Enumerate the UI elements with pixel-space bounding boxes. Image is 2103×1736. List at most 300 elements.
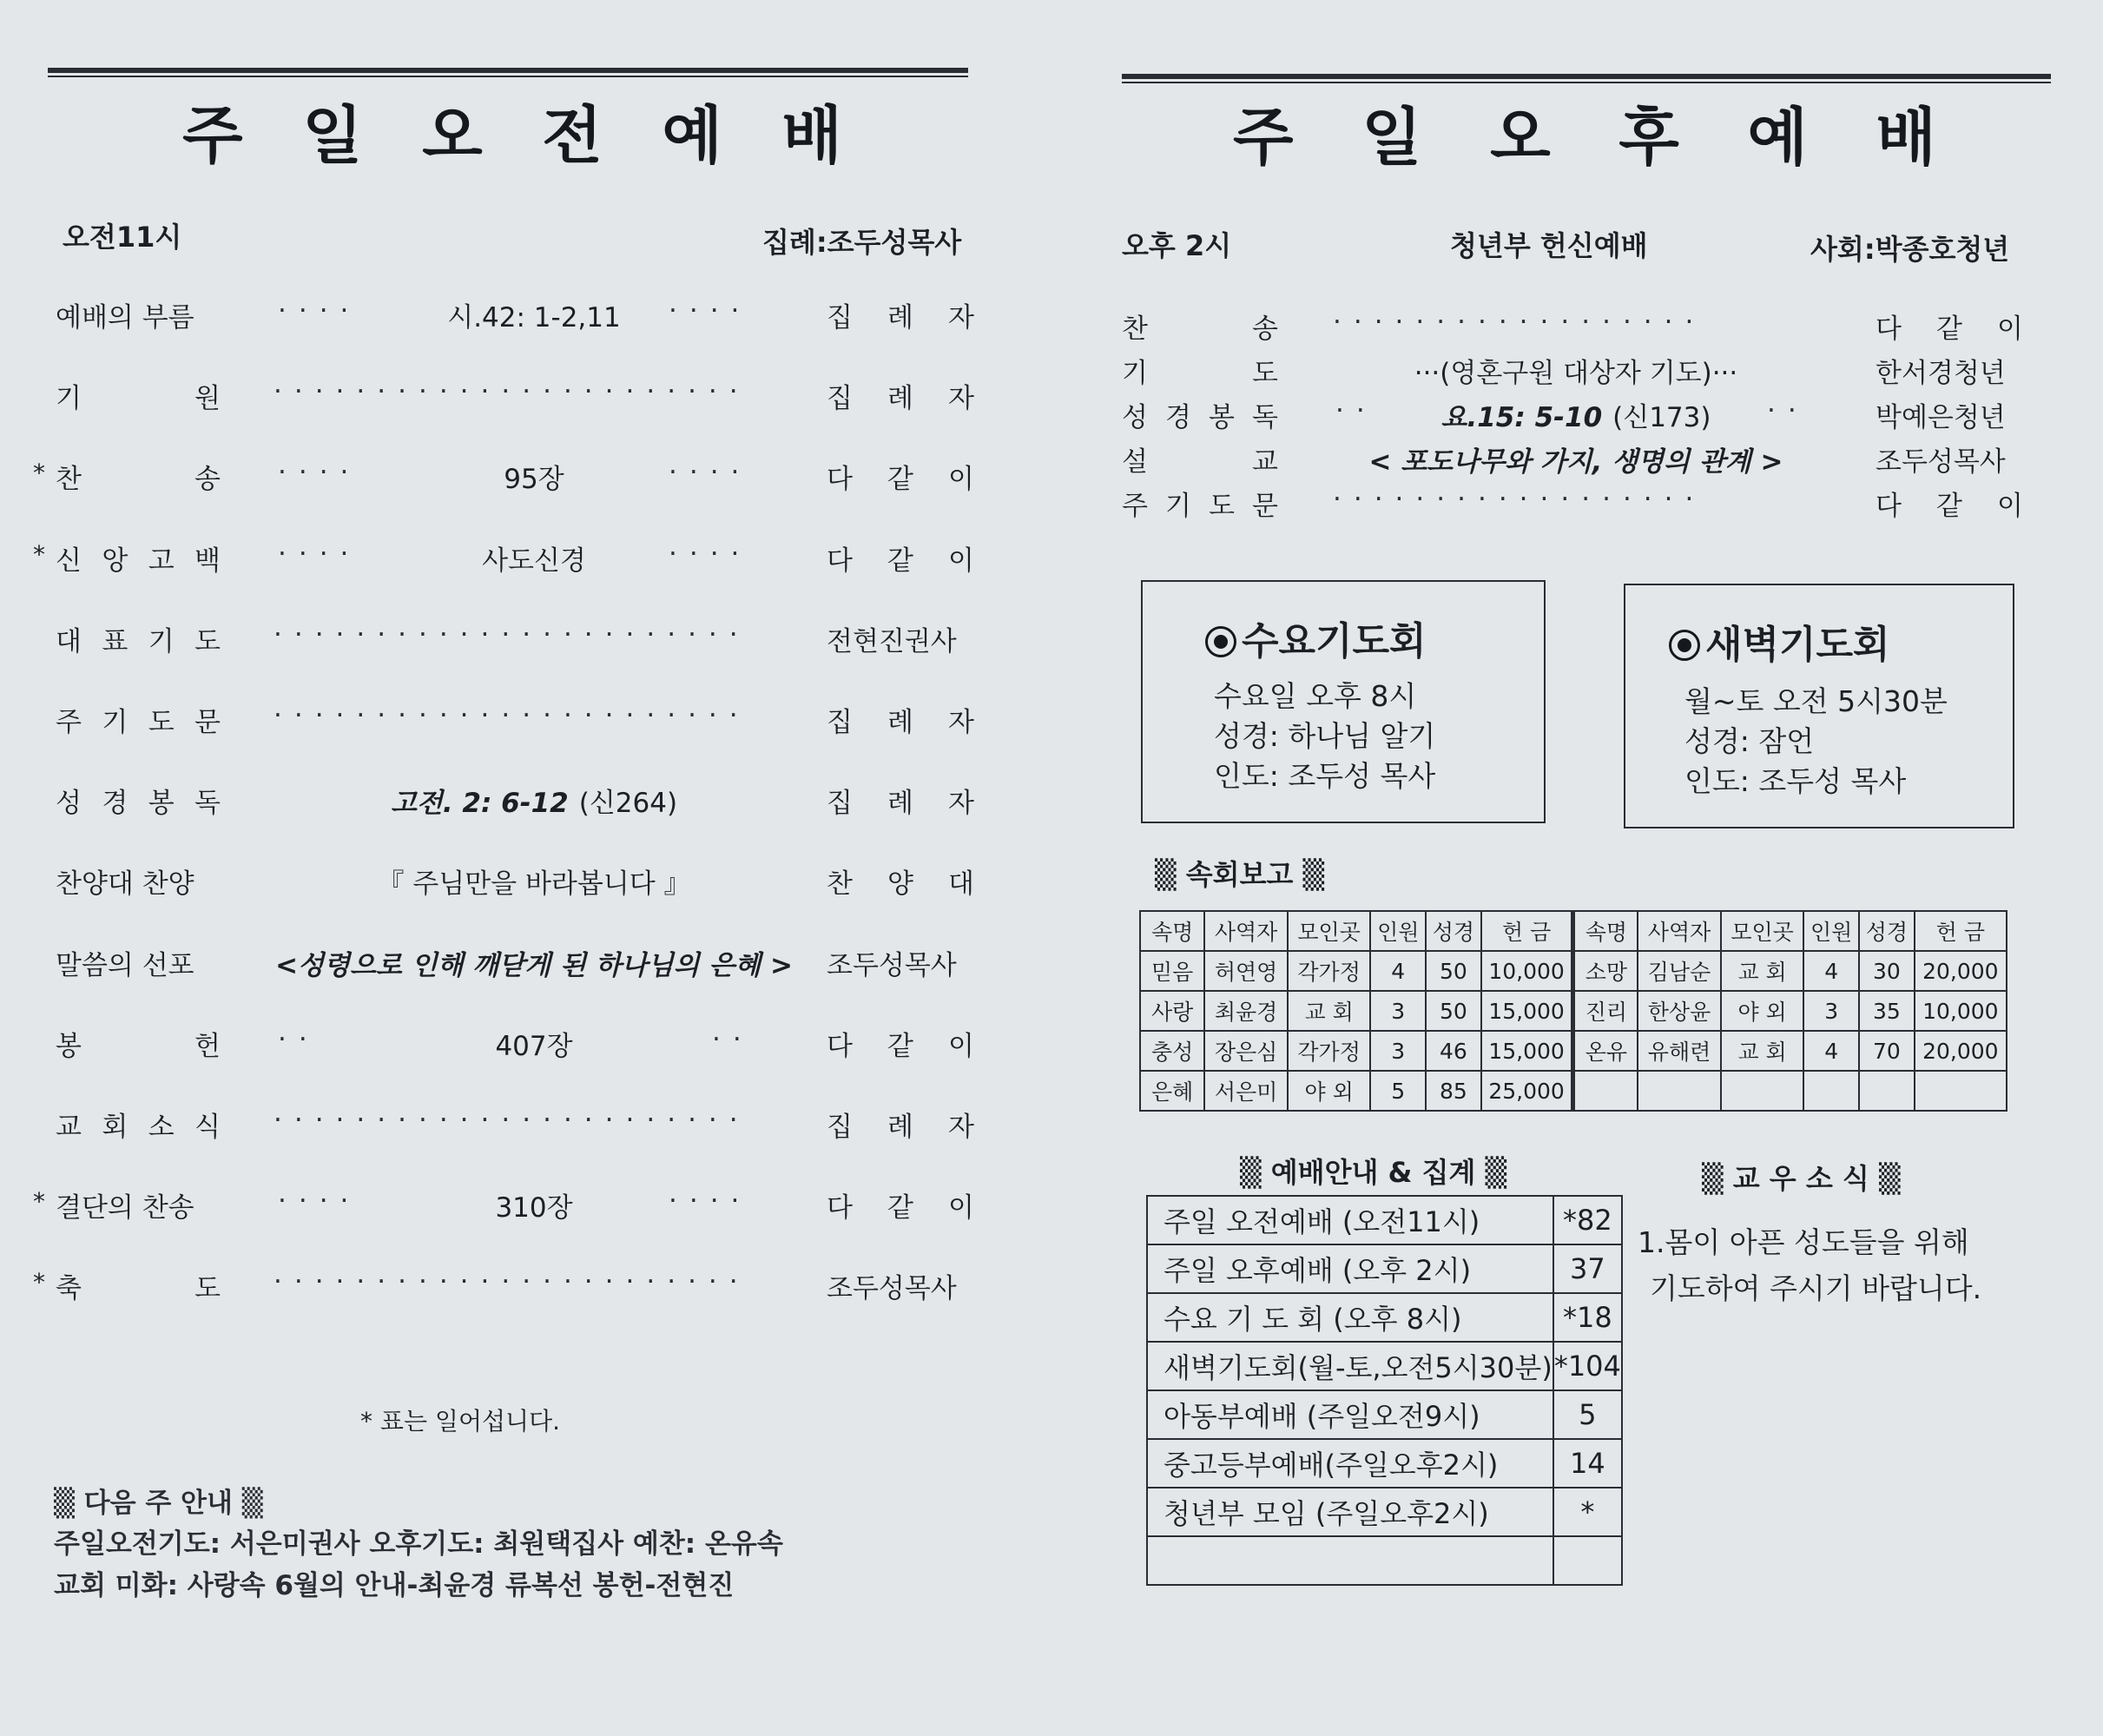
table-row xyxy=(1147,1196,1622,1244)
table-cell xyxy=(1721,1071,1804,1111)
order-label-part: 교 xyxy=(1252,446,1278,478)
wednesday-prayer-box xyxy=(1141,580,1546,823)
table-cell: 3 xyxy=(1370,1031,1426,1071)
order-label-part: 주 xyxy=(1122,491,1148,522)
column-header: 헌 금 xyxy=(1481,911,1573,951)
order-detail xyxy=(234,861,834,901)
morning-time: 오전11시 xyxy=(63,221,182,254)
order-leader-part: 찬 xyxy=(827,868,853,901)
order-row xyxy=(0,861,1025,905)
column-header: 사역자 xyxy=(1638,911,1721,951)
dawn-prayer-box xyxy=(1624,584,2014,828)
table-cell: 15,000 xyxy=(1481,1031,1573,1071)
order-detail-text: 『 주님만을 바라봅니다 』 xyxy=(377,868,691,901)
order-leader xyxy=(1876,484,2023,523)
table-row xyxy=(1147,1342,1622,1390)
order-leader-part: 같 xyxy=(1936,314,1962,345)
order-leader xyxy=(827,295,974,334)
order-leader xyxy=(827,1185,974,1224)
order-label-part: 봉 xyxy=(148,788,175,820)
title-char: 주 xyxy=(1233,101,1294,174)
order-row xyxy=(1094,351,2093,394)
order-label-part: 표 xyxy=(102,625,129,657)
order-leader-part: 조두성목사 xyxy=(1876,446,2006,478)
attendance-summary-table xyxy=(1146,1195,1623,1586)
service-name: 새벽기도회(월-토,오전5시30분) xyxy=(1147,1342,1553,1390)
required-stand-mark: * xyxy=(33,1268,45,1297)
order-label xyxy=(56,457,221,496)
order-label xyxy=(56,700,221,739)
order-leader-part: 한서경청년 xyxy=(1876,358,2006,389)
order-label xyxy=(56,295,194,334)
order-detail xyxy=(234,1024,834,1063)
leader-dots: ·················· xyxy=(1333,484,1706,515)
table-row xyxy=(1140,1071,2007,1111)
order-leader-part: 다 xyxy=(827,545,853,577)
order-detail-text: 고전. 2: 6-12 xyxy=(390,788,569,820)
order-leader-part: 이 xyxy=(948,464,974,496)
order-leader xyxy=(1876,439,2006,479)
order-leader-part: 다 xyxy=(827,464,853,496)
table-cell: 야 외 xyxy=(1288,1071,1371,1111)
service-name: 중고등부예배(주일오후2시) xyxy=(1147,1439,1553,1488)
table-cell: 4 xyxy=(1803,951,1859,991)
order-leader xyxy=(1876,395,2006,434)
order-label-part: 고 xyxy=(148,545,175,577)
order-label-part: 소 xyxy=(148,1112,175,1143)
column-header: 인원 xyxy=(1370,911,1426,951)
order-detail-text: 요.15: 5-10 xyxy=(1440,402,1603,433)
dawn-line: 성경: 잠언 xyxy=(1684,724,1815,758)
afternoon-service-panel xyxy=(1094,0,2093,1736)
table-cell: 소망 xyxy=(1573,951,1638,991)
next-week-line-2: 교회 미화: 사랑속 6월의 안내-최윤경 류복선 봉헌-전현진 xyxy=(54,1570,735,1601)
table-row xyxy=(1147,1536,1622,1585)
order-leader xyxy=(827,1266,957,1305)
news-line-2: 기도하여 주시기 바랍니다. xyxy=(1650,1271,1982,1305)
order-label-part: 대 xyxy=(56,625,82,657)
order-label xyxy=(56,943,194,982)
wednesday-prayer-title: 수요기도회 xyxy=(1205,610,1427,665)
column-header: 인원 xyxy=(1803,911,1859,951)
order-leader-part: 이 xyxy=(1997,314,2023,345)
order-leader-part: 이 xyxy=(948,545,974,577)
title-rule xyxy=(48,68,968,77)
table-row xyxy=(1140,1031,2007,1071)
leader-dots: ···· xyxy=(669,457,752,489)
table-cell: 35 xyxy=(1859,991,1915,1031)
order-label-part: 교 xyxy=(56,1112,82,1143)
table-cell: 50 xyxy=(1426,991,1481,1031)
table-cell: 믿음 xyxy=(1140,951,1204,991)
attendance-count: *18 xyxy=(1553,1293,1622,1342)
order-leader xyxy=(827,1024,974,1063)
table-cell: 30 xyxy=(1859,951,1915,991)
table-cell: 충성 xyxy=(1140,1031,1204,1071)
wednesday-line: 성경: 하나님 알기 xyxy=(1214,719,1436,753)
attendance-count: * xyxy=(1553,1488,1622,1536)
order-detail xyxy=(234,538,834,578)
attendance-count: 14 xyxy=(1553,1439,1622,1488)
attendance-count: 5 xyxy=(1553,1390,1622,1439)
order-label xyxy=(56,781,221,820)
leader-dots: ······················· xyxy=(274,700,750,731)
order-leader-part: 다 xyxy=(1876,314,1902,345)
order-detail-text: <성령으로 인해 깨닫게 된 하나님의 은혜 > xyxy=(275,949,793,981)
order-label-part: 축 xyxy=(56,1273,82,1305)
order-label-part: 봉 xyxy=(1209,402,1235,433)
order-leader xyxy=(827,457,974,496)
order-detail-text: 95장 xyxy=(504,464,564,496)
attendance-count: *82 xyxy=(1553,1196,1622,1244)
order-label xyxy=(1122,484,1278,523)
order-label-part: 송 xyxy=(1252,314,1278,345)
order-row xyxy=(1094,395,2093,439)
table-row xyxy=(1147,1488,1622,1536)
table-cell: 3 xyxy=(1803,991,1859,1031)
order-label xyxy=(56,376,221,415)
order-detail-text: 시.42: 1-2,11 xyxy=(447,302,621,333)
next-week-title: ▒ 다음 주 안내 ▒ xyxy=(54,1488,263,1519)
table-cell: 50 xyxy=(1426,951,1481,991)
leader-dots: ······················· xyxy=(274,1105,750,1136)
order-leader-part: 다 xyxy=(827,1030,853,1062)
order-row xyxy=(1094,307,2093,350)
order-label-part: 경 xyxy=(1165,402,1191,433)
order-label xyxy=(56,1105,221,1144)
order-label xyxy=(56,861,194,901)
order-leader-part: 같 xyxy=(887,545,913,577)
table-cell: 유해련 xyxy=(1638,1031,1721,1071)
order-row xyxy=(0,619,1025,663)
order-label-part: 도 xyxy=(148,707,175,738)
table-cell: 온유 xyxy=(1573,1031,1638,1071)
order-detail-text: 407장 xyxy=(495,1030,573,1062)
title-char: 배 xyxy=(1876,101,1936,174)
column-header: 사역자 xyxy=(1204,911,1288,951)
stand-note: * 표는 일어섭니다. xyxy=(360,1407,561,1436)
title-char: 주 xyxy=(182,99,243,172)
order-label-part: 말씀의 선포 xyxy=(56,949,194,981)
order-leader-part: 대 xyxy=(948,868,974,901)
table-cell xyxy=(1573,1071,1638,1111)
wednesday-line: 수요일 오후 8시 xyxy=(1214,679,1417,713)
leader-dots: ·· xyxy=(712,1023,754,1055)
order-label-part: 원 xyxy=(194,383,221,415)
order-detail xyxy=(1315,351,1836,390)
order-label-part: 경 xyxy=(102,788,129,820)
order-label-part: 기 xyxy=(1165,491,1191,522)
table-cell: 교 회 xyxy=(1721,1031,1804,1071)
order-row xyxy=(0,700,1025,743)
table-cell: 사랑 xyxy=(1140,991,1204,1031)
order-leader xyxy=(827,376,974,415)
attendance-count xyxy=(1553,1536,1622,1585)
order-leader-part: 례 xyxy=(887,1112,913,1143)
order-label-part: 백 xyxy=(194,545,221,577)
order-row xyxy=(1094,484,2093,527)
summary-title: ▒ 예배안내 & 집계 ▒ xyxy=(1240,1156,1507,1189)
order-label-part: 기 xyxy=(56,383,82,415)
attendance-count: 37 xyxy=(1553,1244,1622,1293)
table-cell: 25,000 xyxy=(1481,1071,1573,1111)
table-cell: 3 xyxy=(1370,991,1426,1031)
order-label-part: 도 xyxy=(194,1273,221,1305)
order-label-part: 독 xyxy=(1252,402,1278,433)
order-leader-part: 같 xyxy=(887,464,913,496)
afternoon-service-title xyxy=(1233,87,1936,177)
order-label-part: 도 xyxy=(1252,358,1278,389)
order-detail-text: 310장 xyxy=(495,1192,573,1224)
order-detail xyxy=(234,781,834,820)
required-stand-mark: * xyxy=(33,539,45,569)
table-cell: 각가정 xyxy=(1288,1031,1371,1071)
service-name xyxy=(1147,1536,1553,1585)
attendance-count: *104 xyxy=(1553,1342,1622,1390)
order-row xyxy=(0,1105,1025,1148)
order-row xyxy=(0,457,1025,500)
required-stand-mark: * xyxy=(33,1187,45,1217)
news-line-1: 1.몸이 아픈 성도들을 위해 xyxy=(1638,1225,1969,1259)
order-leader-part: 이 xyxy=(948,1030,974,1062)
cell-report-table xyxy=(1139,910,2007,1112)
table-cell: 서은미 xyxy=(1204,1071,1288,1111)
table-row xyxy=(1147,1390,1622,1439)
order-label-part: 설 xyxy=(1122,446,1148,478)
order-label-part: 앙 xyxy=(102,545,129,577)
title-char: 예 xyxy=(1747,101,1808,174)
title-char: 일 xyxy=(1361,101,1422,174)
order-leader-part: 자 xyxy=(948,788,974,820)
table-cell: 20,000 xyxy=(1915,1031,2007,1071)
leader-dots: ···· xyxy=(669,295,752,327)
order-leader xyxy=(827,1105,974,1144)
order-label-part: 도 xyxy=(1209,491,1235,522)
order-label-part: 기 xyxy=(1122,358,1148,389)
order-leader-part: 다 xyxy=(1876,491,1902,522)
order-label-part: 찬 xyxy=(1122,314,1148,345)
order-leader-part: 같 xyxy=(887,1030,913,1062)
table-cell: 장은심 xyxy=(1204,1031,1288,1071)
order-label-part: 성 xyxy=(56,788,82,820)
table-cell xyxy=(1859,1071,1915,1111)
afternoon-time: 오후 2시 xyxy=(1122,229,1232,262)
table-cell: 20,000 xyxy=(1915,951,2007,991)
order-leader xyxy=(827,943,957,982)
order-leader xyxy=(1876,307,2023,346)
order-detail-text: < 포도나무와 가지, 생명의 관계 > xyxy=(1368,446,1783,478)
service-name: 아동부예배 (주일오전9시) xyxy=(1147,1390,1553,1439)
afternoon-host: 사회:박종호청년 xyxy=(1810,233,2010,266)
table-cell xyxy=(1638,1071,1721,1111)
title-char: 오 xyxy=(422,99,483,172)
leader-dots: ···· xyxy=(278,538,361,570)
table-cell: 교 회 xyxy=(1288,991,1371,1031)
order-row xyxy=(1094,439,2093,483)
order-detail xyxy=(1315,439,1836,479)
column-header: 모인곳 xyxy=(1721,911,1804,951)
order-detail xyxy=(1315,395,1836,434)
table-cell: 야 외 xyxy=(1721,991,1804,1031)
service-name: 청년부 모임 (주일오후2시) xyxy=(1147,1488,1553,1536)
order-label-part: 독 xyxy=(194,788,221,820)
order-leader xyxy=(827,781,974,820)
table-cell: 4 xyxy=(1370,951,1426,991)
order-leader-part: 다 xyxy=(827,1192,853,1224)
order-leader-part: 자 xyxy=(948,302,974,333)
cell-report-header-row xyxy=(1140,911,2007,951)
order-leader-part: 례 xyxy=(887,788,913,820)
table-cell: 85 xyxy=(1426,1071,1481,1111)
order-leader-part: 박예은청년 xyxy=(1876,402,2006,433)
cell-report-title: ▒ 속회보고 ▒ xyxy=(1155,858,1325,891)
order-leader-part: 집 xyxy=(827,788,853,820)
title-char: 일 xyxy=(302,99,363,172)
order-row xyxy=(0,781,1025,824)
order-label-part: 기 xyxy=(102,707,129,738)
leader-dots: ···· xyxy=(669,538,752,570)
dawn-line: 월~토 오전 5시30분 xyxy=(1684,684,1948,718)
order-leader xyxy=(827,700,974,739)
order-label-part: 성 xyxy=(1122,402,1148,433)
order-row xyxy=(0,1185,1025,1229)
order-detail xyxy=(234,943,834,982)
order-leader-part: 집 xyxy=(827,302,853,333)
order-detail xyxy=(234,457,834,496)
service-name: 수요 기 도 회 (오후 8시) xyxy=(1147,1293,1553,1342)
table-cell: 10,000 xyxy=(1915,991,2007,1031)
next-week-line-1: 주일오전기도: 서은미권사 오후기도: 최원택집사 예찬: 온유속 xyxy=(54,1528,783,1560)
order-detail xyxy=(234,1185,834,1224)
order-row xyxy=(0,1266,1025,1310)
news-title: ▒ 교 우 소 식 ▒ xyxy=(1702,1162,1901,1195)
table-cell: 허연영 xyxy=(1204,951,1288,991)
hymnal-page: (신264) xyxy=(578,788,678,820)
order-leader-part: 이 xyxy=(1997,491,2023,522)
leader-dots: ···· xyxy=(278,1185,361,1218)
order-label-part: 봉 xyxy=(56,1030,82,1062)
title-char: 전 xyxy=(542,99,603,172)
order-detail-text: 사도신경 xyxy=(482,545,586,577)
morning-presider: 집례:조두성목사 xyxy=(762,226,962,259)
column-header: 속명 xyxy=(1140,911,1204,951)
order-label xyxy=(1122,351,1278,390)
table-cell: 진리 xyxy=(1573,991,1638,1031)
required-stand-mark: * xyxy=(33,459,45,488)
title-rule xyxy=(1122,74,2051,83)
order-label xyxy=(1122,307,1278,346)
column-header: 헌 금 xyxy=(1915,911,2007,951)
order-label xyxy=(56,619,221,658)
order-label-part: 회 xyxy=(102,1112,129,1143)
table-cell: 최윤경 xyxy=(1204,991,1288,1031)
title-char: 예 xyxy=(662,99,722,172)
morning-service-title xyxy=(182,85,842,175)
order-label xyxy=(1122,395,1278,434)
leader-dots: ···· xyxy=(669,1185,752,1218)
order-label-part: 주 xyxy=(56,707,82,738)
service-name: 주일 오후예배 (오후 2시) xyxy=(1147,1244,1553,1293)
order-label-part: 결단의 찬송 xyxy=(56,1192,194,1224)
order-leader xyxy=(827,538,974,578)
column-header: 성경 xyxy=(1426,911,1481,951)
table-cell: 교 회 xyxy=(1721,951,1804,991)
table-cell: 15,000 xyxy=(1481,991,1573,1031)
table-cell: 70 xyxy=(1859,1031,1915,1071)
title-char: 배 xyxy=(781,99,842,172)
order-leader-part: 집 xyxy=(827,383,853,415)
order-label-part: 신 xyxy=(56,545,82,577)
table-cell: 각가정 xyxy=(1288,951,1371,991)
order-leader-part: 례 xyxy=(887,707,913,738)
order-leader-part: 같 xyxy=(1936,491,1962,522)
table-cell: 4 xyxy=(1803,1031,1859,1071)
column-header: 모인곳 xyxy=(1288,911,1371,951)
leader-dots: ·· xyxy=(1335,395,1377,426)
order-detail xyxy=(234,295,834,334)
leader-dots: ·· xyxy=(278,1023,320,1055)
order-label xyxy=(56,538,221,578)
order-leader-part: 집 xyxy=(827,707,853,738)
table-cell: 46 xyxy=(1426,1031,1481,1071)
bullet-icon xyxy=(1205,626,1236,657)
title-char: 오 xyxy=(1490,101,1551,174)
order-label-part: 도 xyxy=(194,625,221,657)
order-label-part: 문 xyxy=(1252,491,1278,522)
order-label-part: 헌 xyxy=(194,1030,221,1062)
order-leader xyxy=(827,619,957,658)
order-leader-part: 조두성목사 xyxy=(827,949,957,981)
afternoon-event: 청년부 헌신예배 xyxy=(1450,229,1648,262)
order-row xyxy=(0,1024,1025,1067)
hymnal-page: (신173) xyxy=(1612,402,1711,433)
order-leader-part: 례 xyxy=(887,383,913,415)
leader-dots: ·· xyxy=(1767,395,1809,426)
order-leader-part: 이 xyxy=(948,1192,974,1224)
order-leader-part: 자 xyxy=(948,707,974,738)
dawn-prayer-title: 새벽기도회 xyxy=(1669,613,1890,669)
order-label xyxy=(56,1024,221,1063)
table-cell: 10,000 xyxy=(1481,951,1573,991)
table-cell: 은혜 xyxy=(1140,1071,1204,1111)
order-leader xyxy=(1876,351,2006,390)
leader-dots: ······················· xyxy=(274,376,750,408)
table-cell: 김남순 xyxy=(1638,951,1721,991)
table-cell: 한상윤 xyxy=(1638,991,1721,1031)
leader-dots: ······················· xyxy=(274,618,750,650)
order-leader xyxy=(827,861,974,901)
table-row xyxy=(1147,1293,1622,1342)
order-label xyxy=(1122,439,1278,479)
order-label-part: 송 xyxy=(194,464,221,496)
order-label-part: 기 xyxy=(148,625,175,657)
table-cell: 5 xyxy=(1370,1071,1426,1111)
order-leader-part: 집 xyxy=(827,1112,853,1143)
title-char: 후 xyxy=(1618,101,1679,174)
column-header: 속명 xyxy=(1573,911,1638,951)
order-label-part: 찬양대 찬양 xyxy=(56,868,194,901)
table-cell xyxy=(1915,1071,2007,1111)
order-leader-part: 조두성목사 xyxy=(827,1273,957,1305)
table-row xyxy=(1147,1244,1622,1293)
wednesday-line: 인도: 조두성 목사 xyxy=(1214,759,1436,793)
order-label-part: 문 xyxy=(194,707,221,738)
leader-dots: ···· xyxy=(278,457,361,489)
table-row xyxy=(1140,951,2007,991)
order-label-part: 예배의 부름 xyxy=(56,302,194,333)
order-leader-part: 같 xyxy=(887,1192,913,1224)
table-row xyxy=(1147,1439,1622,1488)
